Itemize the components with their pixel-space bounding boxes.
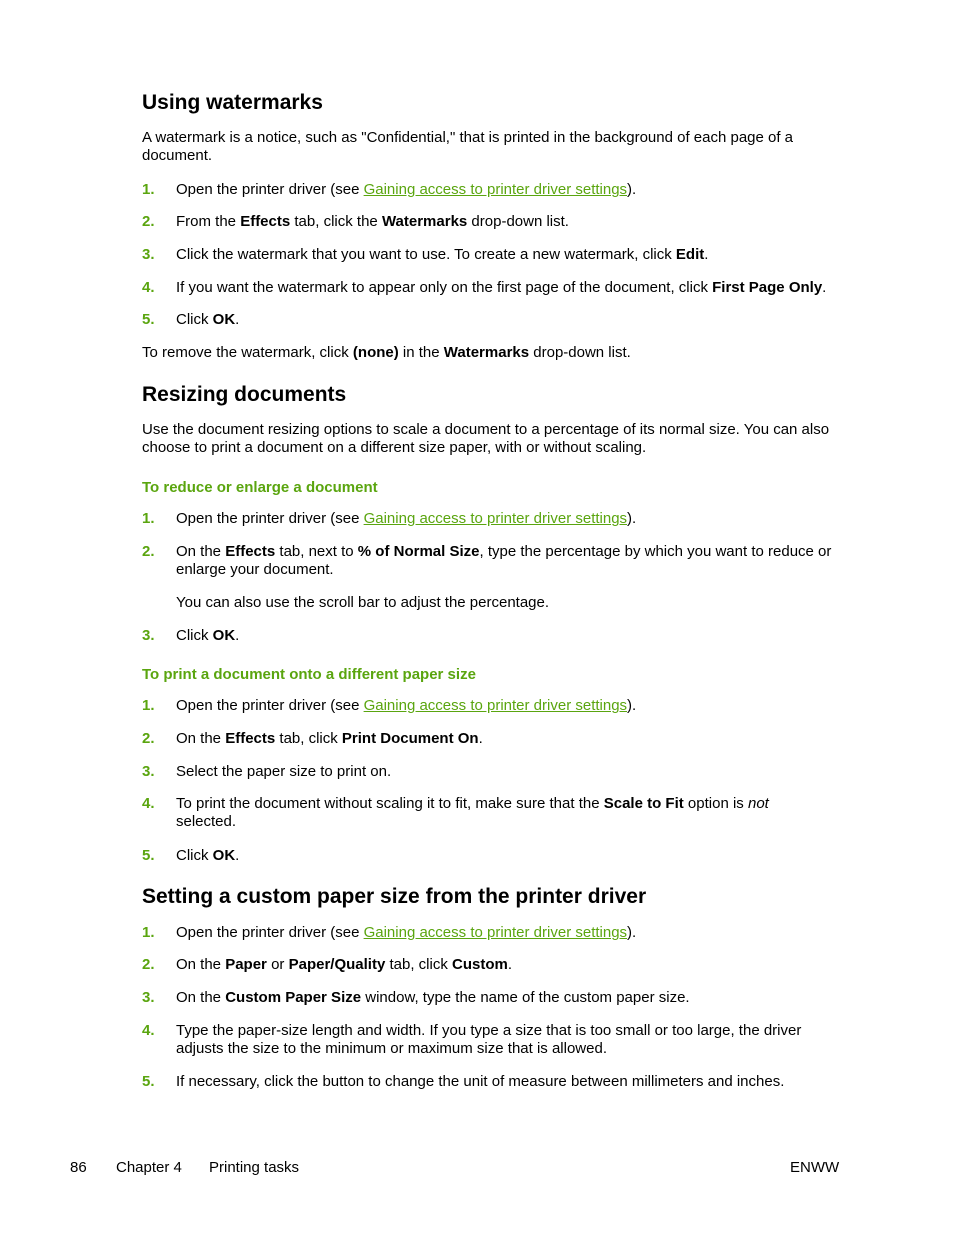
gaining-access-link[interactable]: Gaining access to printer driver settings [363, 697, 628, 714]
footer-chapter: Chapter 4 [116, 1159, 182, 1176]
section-title-watermarks: Using watermarks [142, 91, 323, 114]
watermarks-intro: A watermark is a notice, such as "Confidential," that is printed in the background of each page of a document. [142, 129, 794, 164]
footer-code: ENWW [790, 1159, 840, 1176]
subheading-different-paper: To print a document onto a different paper size [142, 666, 476, 683]
resizing-intro: Use the document resizing options to scale a document to a percentage of its normal size. You can also choose to print a document on a different size paper, with or without scaling. [142, 421, 830, 456]
page-number: 86 [70, 1159, 87, 1176]
subheading-reduce-enlarge: To reduce or enlarge a document [142, 479, 378, 496]
gaining-access-link[interactable]: Gaining access to printer driver settings [363, 924, 628, 941]
gaining-access-link[interactable]: Gaining access to printer driver settings [363, 181, 628, 198]
watermarks-outro: To remove the watermark, click (none) in the Watermarks drop-down list. [142, 344, 631, 361]
reduce-note: You can also use the scroll bar to adjust the percentage. [176, 594, 550, 611]
gaining-access-link[interactable]: Gaining access to printer driver settings [363, 510, 628, 527]
footer-chapter-title: Printing tasks [209, 1159, 300, 1176]
section-title-resizing: Resizing documents [142, 383, 347, 406]
section-title-custom: Setting a custom paper size from the printer driver [142, 885, 647, 908]
